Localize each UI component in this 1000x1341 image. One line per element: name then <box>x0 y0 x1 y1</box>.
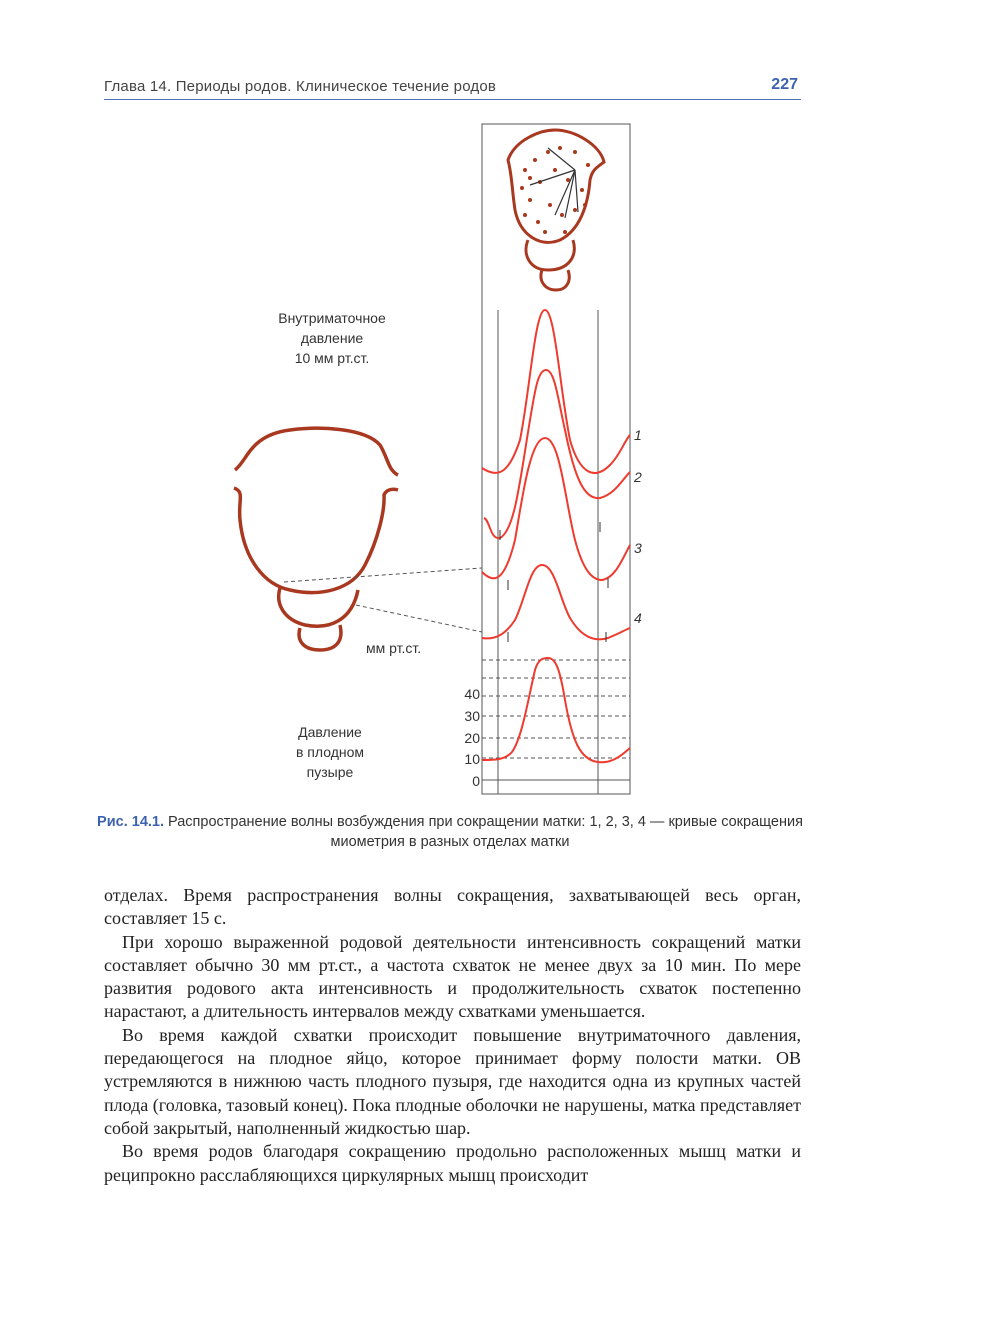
curve-label-1: 1 <box>634 427 642 443</box>
scale-gridlines <box>482 660 630 758</box>
caption-text: Распространение волны возбуждения при сокращении матки: 1, 2, 3, 4 — кривые сокращения миометрия в разных отделах матки <box>164 814 803 850</box>
connector-lower <box>356 605 482 632</box>
figure-caption <box>96 812 804 852</box>
page-number: 227 <box>771 76 798 93</box>
excitation-arrows <box>530 148 578 218</box>
curve-label-2: 2 <box>634 469 642 485</box>
running-head: Глава 14. Периоды родов. Клиническое течение родов <box>104 78 497 95</box>
curve-label-3: 3 <box>634 540 642 556</box>
scale-tick-0: 0 <box>472 773 480 789</box>
paragraph-4: Во время родов благодаря сокращению продольно расположенных мышц матки и реципрокно расслабляющихся циркулярных мышц происходит <box>104 1141 801 1185</box>
curve-4 <box>482 565 630 639</box>
scale-tick-10: 10 <box>464 751 480 767</box>
scale-tick-40: 40 <box>464 686 480 702</box>
scale-tick-20: 20 <box>464 730 480 746</box>
paragraph-3: Во время каждой схватки происходит повышение внутриматочного давления, передающегося на плодное яйцо, которое принимает форму полости матки. ОВ устремляются в нижнюю часть плодного пузыря, где находится одна из крупных частей плода (головка, тазовый конец). Пока плодные оболочки не нарушены, матка представляет собой закрытый, наполненный жидкостью шар. <box>104 1024 801 1138</box>
paragraph-1: отделах. Время распространения волны сокращения, захватывающей весь орган, составляет 15 с. <box>104 885 801 929</box>
caption-number: Рис. 14.1. <box>97 814 165 830</box>
intrauterine-pressure-label: Внутриматочное давление 10 мм рт.ст. <box>278 310 386 366</box>
bladder-pressure-curve <box>482 658 630 762</box>
scale-tick-30: 30 <box>464 708 480 724</box>
curve-label-4: 4 <box>634 610 642 626</box>
figure-frame <box>482 124 630 794</box>
body-text <box>104 884 801 1187</box>
connector-upper <box>284 568 482 582</box>
large-uterus-diagram <box>234 428 398 650</box>
paragraph-2: При хорошо выраженной родовой деятельности интенсивность сокращений матки составляет обычно 30 мм рт.ст., а частота схваток не менее двух за 10 мин. По мере развития родового акта интенсивность и продолжительность схваток постепенно нарастают, а длительность интервалов между схватками уменьшается. <box>104 931 801 1022</box>
units-label: мм рт.ст. <box>366 640 422 656</box>
bladder-pressure-label: Давление в плодном пузыре <box>295 724 365 780</box>
curve-ticks <box>500 522 608 642</box>
curve-3 <box>482 438 630 580</box>
contraction-curves <box>482 310 630 762</box>
